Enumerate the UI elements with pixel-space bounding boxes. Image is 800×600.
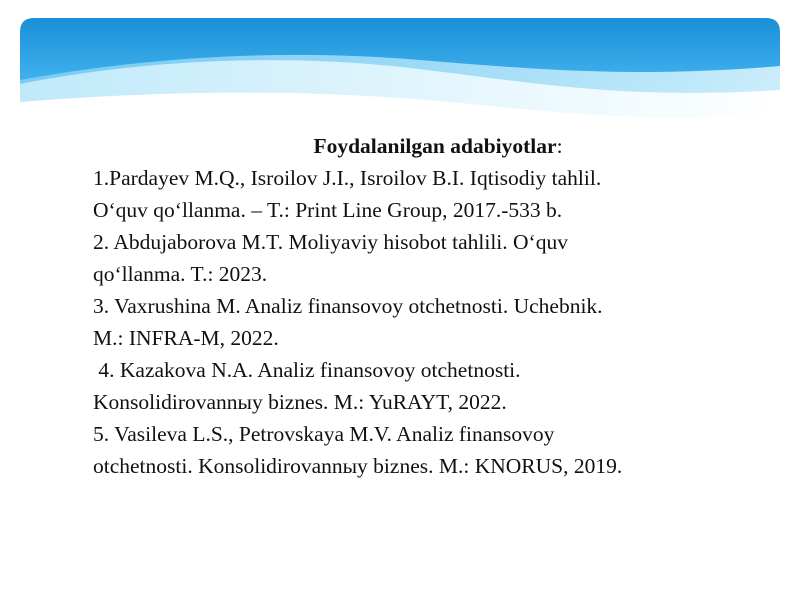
reference-1-line-2: O‘quv qo‘llanma. – T.: Print Line Group, 2017.-533 b. — [93, 198, 563, 222]
slide-title — [93, 130, 763, 162]
reference-item-4 — [93, 354, 763, 418]
reference-3-line-2: M.: INFRA-M, 2022. — [93, 326, 279, 350]
reference-5-line-2: otchetnosti. Konsolidirovannыy biznes. M.: KNORUS, 2019. — [93, 454, 623, 478]
references-block — [93, 130, 763, 482]
reference-5-line-1: 5. Vasileva L.S., Petrovskaya M.V. Analiz finansovoy — [93, 422, 555, 446]
reference-item-3 — [93, 290, 763, 354]
reference-4-line-1: 4. Kazakova N.A. Analiz finansovoy otchetnosti. — [93, 358, 521, 382]
reference-2-line-2: qo‘llanma. T.: 2023. — [93, 262, 268, 286]
slide-title-text: Foydalanilgan adabiyotlar — [313, 134, 557, 158]
reference-item-1 — [93, 162, 763, 226]
reference-item-5 — [93, 418, 763, 482]
reference-3-line-1: 3. Vaxrushina M. Analiz finansovoy otchetnosti. Uchebnik. — [93, 294, 603, 318]
reference-item-2 — [93, 226, 763, 290]
slide-title-colon: : — [556, 134, 563, 158]
reference-4-line-2: Konsolidirovannыy biznes. M.: YuRAYT, 2022. — [93, 390, 507, 414]
reference-1-line-1: 1.Pardayev M.Q., Isroilov J.I., Isroilov B.I. Iqtisodiy tahlil. — [93, 166, 602, 190]
wave-banner — [20, 18, 780, 128]
reference-2-line-1: 2. Abdujaborova M.T. Moliyaviy hisobot tahlili. O‘quv — [93, 230, 568, 254]
